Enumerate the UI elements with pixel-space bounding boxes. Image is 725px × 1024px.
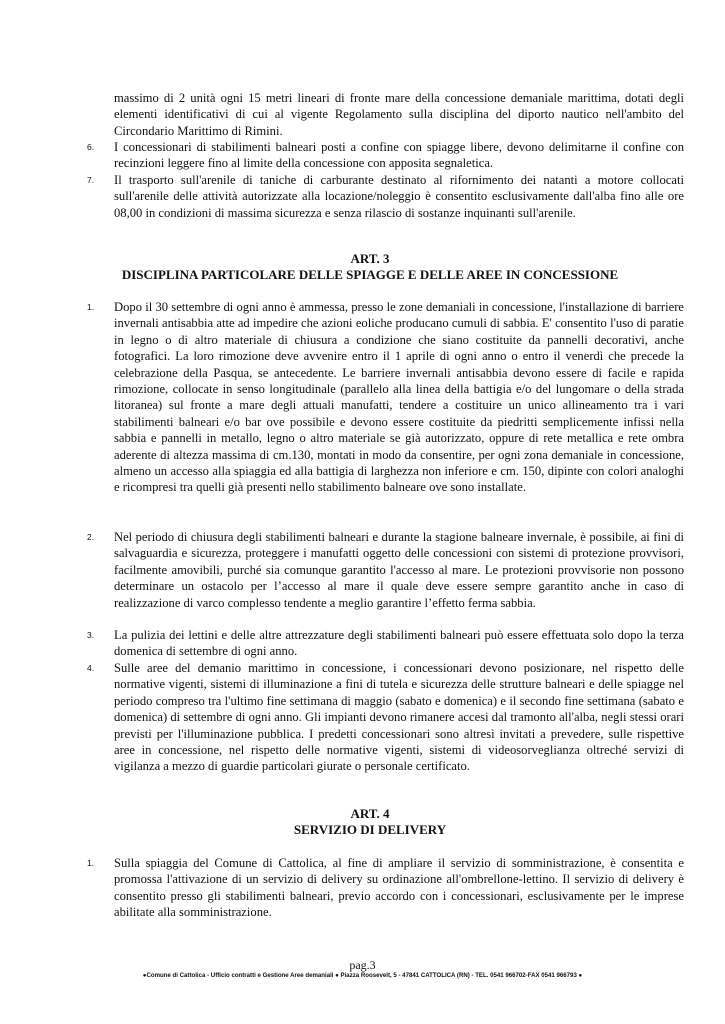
paragraph-continuation: massimo di 2 unità ogni 15 metri lineari di fronte mare della concessione demaniale marittima, dotati degli elementi identificativi di cui al vigente Regolamento sulla disciplina del diporto nautico nell'ambito del Circondario Marittimo di Rimini. — [114, 91, 684, 138]
article-number: ART. 3 — [350, 251, 390, 266]
list-item-text: La pulizia dei lettini e delle altre attrezzature degli stabilimenti balneari può essere effettuata solo dopo la terza domenica di settembre di ogni anno. — [114, 628, 684, 659]
footer-contact-info: ●Comune di Cattolica - Ufficio contratti e Gestione Aree demaniali ● Piazza Roosevelt, 5 - 47841 CATTOLICA (RN) - TEL. 0541 966702-FAX 0541 966793 ● — [142, 972, 583, 979]
item-number: 2. — [87, 532, 95, 542]
item-number: 1. — [87, 302, 95, 312]
page-number: pag.3 — [349, 958, 376, 972]
article-number: ART. 4 — [350, 806, 390, 821]
item-number: 4. — [87, 663, 95, 673]
list-item-text: Sulle aree del demanio marittimo in concessione, i concessionari devono posizionare, nel rispetto delle normative vigenti, sistemi di illuminazione a fini di tutela e sicurezza delle strutture balneari e delle spiagge nel periodo compreso tra l'ultimo fine settimana di maggio (sabato e domenica) e il secondo fine settimana (sabato e domenica) di settembre di ogni anno. Gli impianti devono rimanere accesi dal tramonto all'alba, negli stessi orari previsti per l'illuminazione pubblica. I predetti concessionari sono altresì invitati a prevedere, sulle rispettive aree in concessione, nel rispetto delle normative vigenti, sistemi di videosorveglianza oltreché servizi di vigilanza a mezzo di guardie particolari giurate o personale certificato. — [114, 661, 684, 774]
list-item-text: Dopo il 30 settembre di ogni anno è ammessa, presso le zone demaniali in concessione, l'installazione di barriere invernali antisabbia atte ad impedire che azioni eoliche producano cumuli di sabbia. E' consentito l'uso di paratie in legno o di altro materiale di chiusura a condizione che siano costituite da pannelli decorativi, anche fotografici. La loro rimozione deve avvenire entro il 1 aprile di ogni anno o entro il venerdì che precede la celebrazione della Pasqua, se antecedente. Le barriere invernali antisabbia devono essere di facile e rapida rimozione, collocate in senso longitudinale (parallelo alla linea della battigia e/o del lungomare o della strada litoranea) sul fronte a mare degli attuali manufatti, tendere a costituire un unico allineamento tra i vari stabilimenti balneari e/o bar ove possibile e devono essere costituite da piedritti semplicemente infissi nella sabbia e pannelli in metallo, legno o altro materiale se già autorizzato, oppure di rete metallica e rete ombra aderente di altezza massima di cm.130, montati in modo da consentire, per ogni zona demaniale in concessione, almeno un accesso alla spiaggia ed alla battigia di larghezza non inferiore e cm. 150, dipinte con colori analoghi e ricompresi tra quelli già presenti nello stabilimento balneare ove sono installate. — [114, 300, 684, 495]
item-number: 3. — [87, 630, 95, 640]
list-item-text: I concessionari di stabilimenti balneari posti a confine con spiagge libere, devono delimitarne il confine con recinzioni leggere fino al limite della concessione con apposita segnaletica. — [114, 140, 684, 171]
item-number: 1. — [87, 858, 95, 868]
article-title: SERVIZIO DI DELIVERY — [293, 822, 447, 837]
list-item-text: Nel periodo di chiusura degli stabilimenti balneari e durante la stagione balneare invernale, è possibile, ai fini di salvaguardia e sicurezza, proteggere i manufatti oggetto delle concessioni con sistemi di protezione provvisori, facilmente amovibili, purché sia comunque garantito l'accesso al mare. Le protezioni provvisorie non possono determinare un ostacolo per l’accesso al mare il quale deve essere sempre garantito anche in caso di realizzazione di varco complesso tendente a meglio garantire l’effetto ferma sabbia. — [114, 530, 684, 610]
item-number: 6. — [87, 142, 95, 152]
item-number: 7. — [87, 175, 95, 185]
article-title: DISCIPLINA PARTICOLARE DELLE SPIAGGE E DELLE AREE IN CONCESSIONE — [121, 267, 619, 282]
list-item-text: Il trasporto sull'arenile di taniche di carburante destinato al rifornimento dei natanti a motore collocati sull'arenile delle attività autorizzate alla locazione/noleggio è consentito esclusivamente dall'alba fino alle ore 08,00 in condizioni di massima sicurezza e senza rilascio di sostanze inquinanti sull'arenile. — [114, 173, 684, 220]
list-item-text: Sulla spiaggia del Comune di Cattolica, al fine di ampliare il servizio di somministrazione, è consentita e promossa l'attivazione di un servizio di delivery su ordinazione all'ombrellone-lettino. Il servizio di delivery è consentito presso gli stabilimenti balneari, previo accordo con i concessionari, esclusivamente per le imprese abilitate alla somministrazione. — [114, 856, 684, 920]
